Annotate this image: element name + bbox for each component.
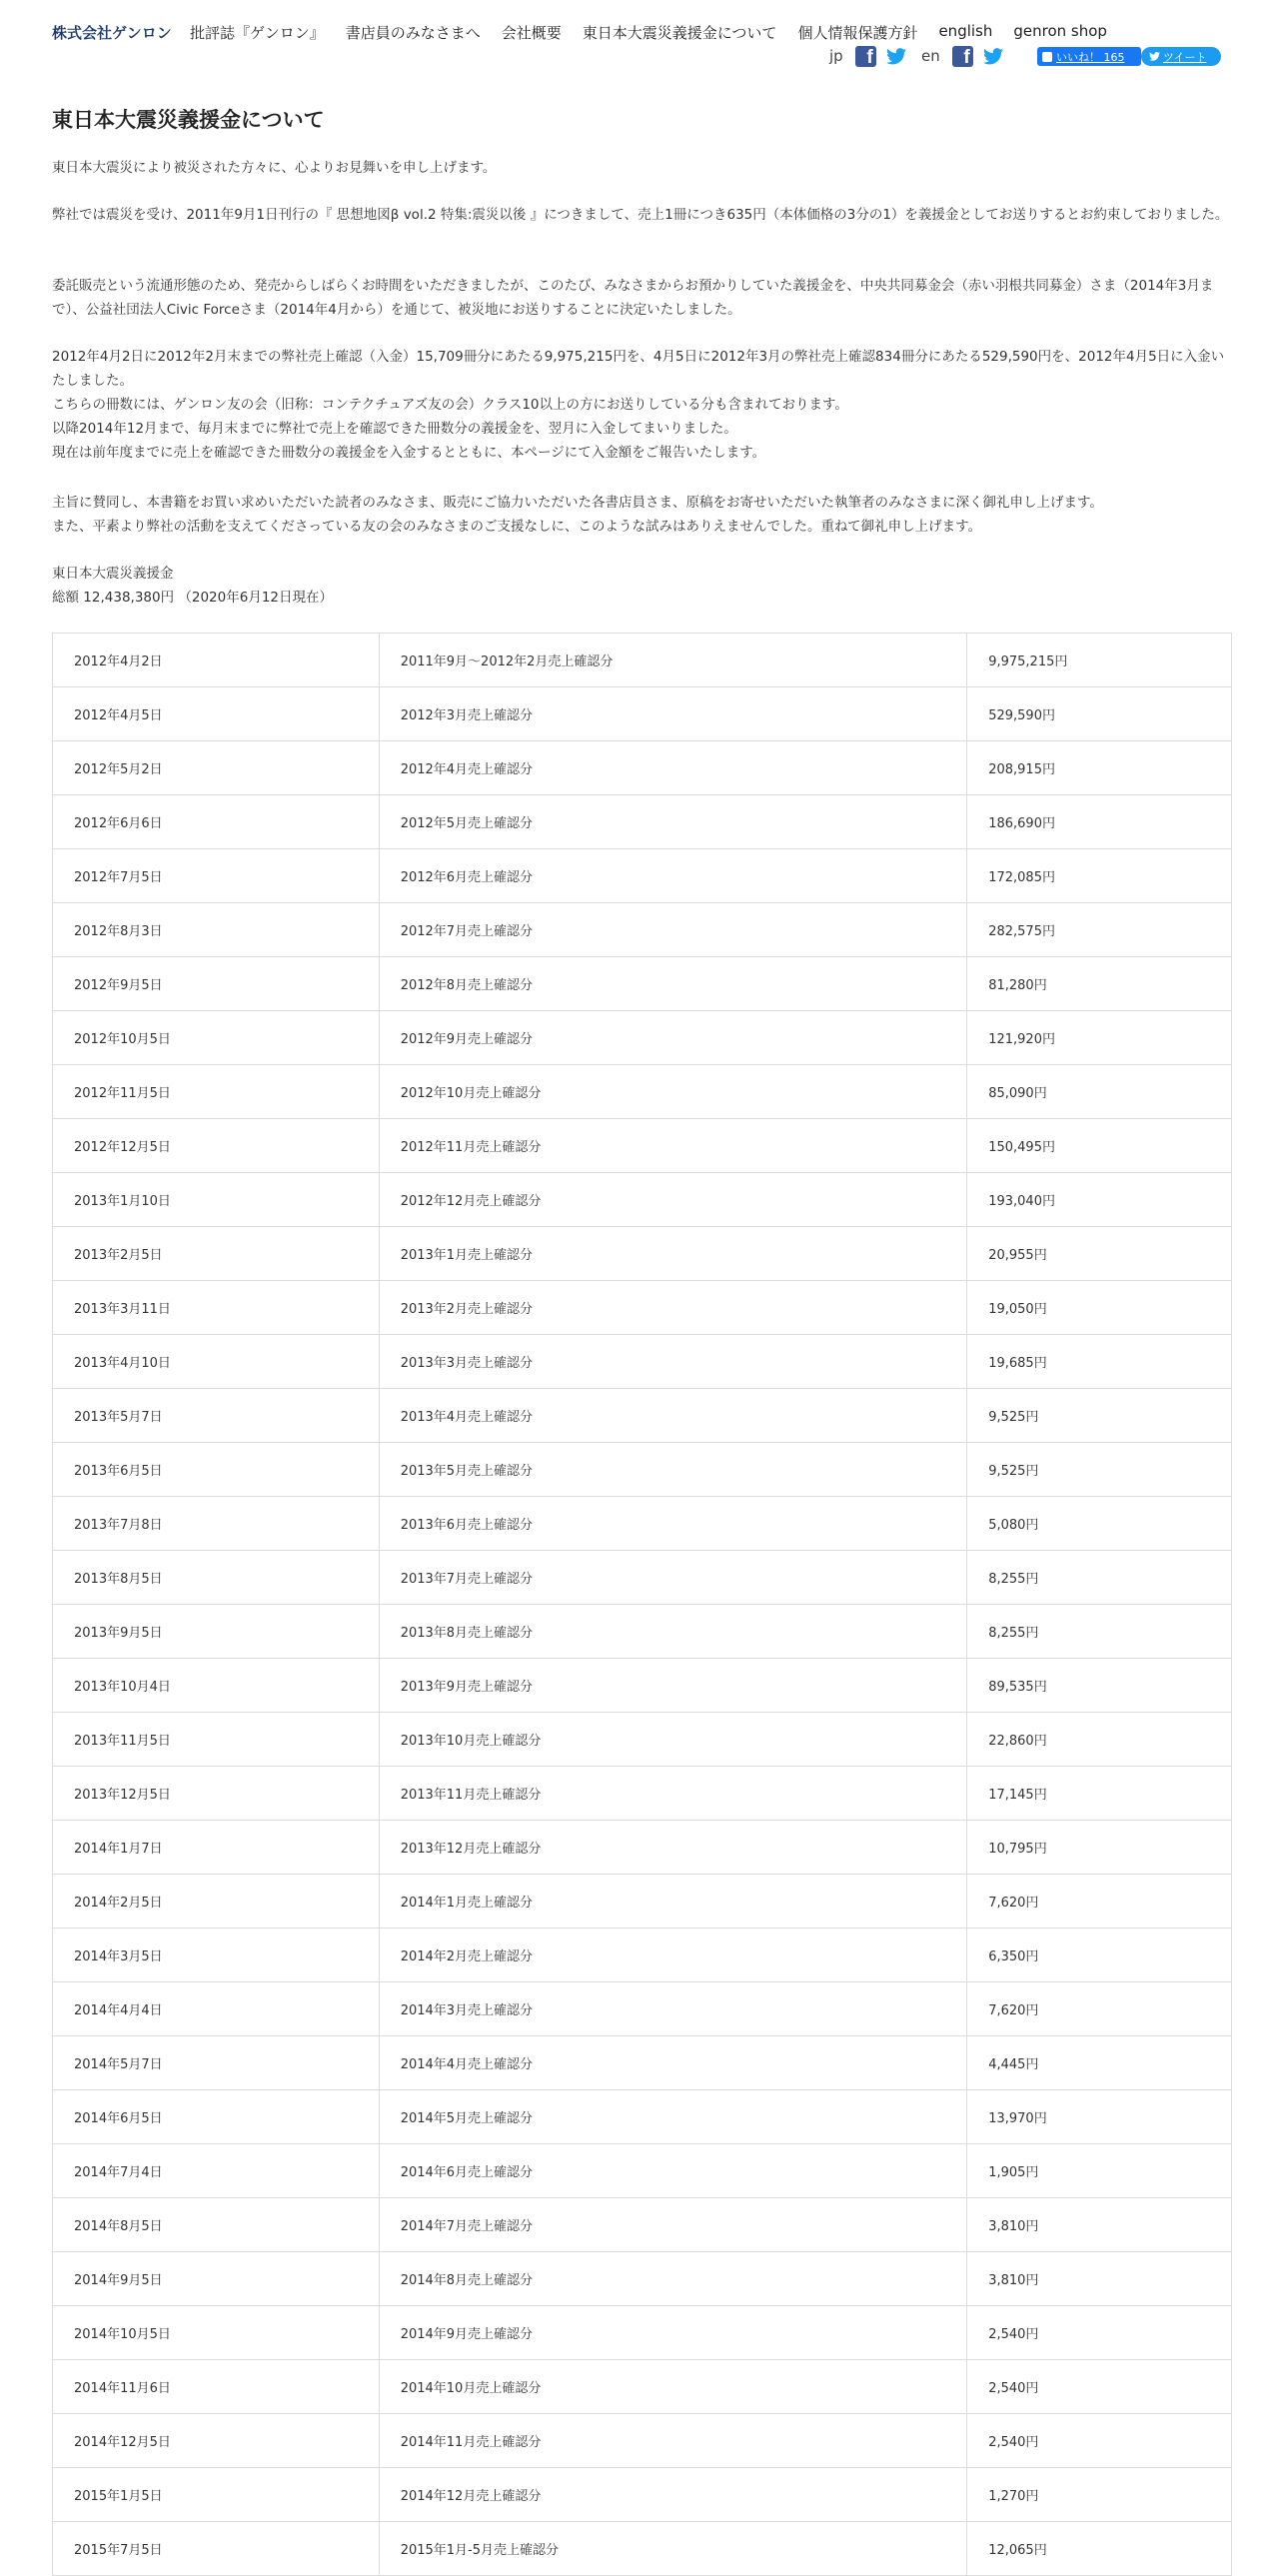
sales-period-cell: 2012年12月売上確認分 [379,1173,967,1227]
amount-cell: 12,065円 [967,2522,1232,2576]
tweet-label: ツイート [1163,50,1207,64]
amount-cell: 2,540円 [967,2306,1232,2360]
sales-period-cell: 2013年2月売上確認分 [379,1281,967,1335]
social-links-en [921,44,1004,68]
table-row [53,2036,1232,2090]
table-row [53,2306,1232,2360]
total-paragraph [52,562,1231,610]
deposit-date-cell: 2014年9月5日 [53,2252,380,2306]
sales-period-cell: 2014年11月売上確認分 [379,2414,967,2468]
lang-jp-link[interactable]: jp [829,47,843,65]
paragraph-line: 現在は前年度までに売上を確認できた冊数分の義援金を入金するとともに、本ページにて入金額をご報告いたします。 [52,445,766,461]
sales-period-cell: 2013年3月売上確認分 [379,1335,967,1389]
facebook-icon[interactable]: f [952,46,973,67]
sales-period-cell: 2013年6月売上確認分 [379,1497,967,1551]
table-row [53,741,1232,795]
table-row [53,1821,1232,1875]
table-row [53,1443,1232,1497]
table-row [53,2414,1232,2468]
table-row [53,2144,1232,2198]
deposit-date-cell: 2014年2月5日 [53,1875,380,1929]
sales-period-cell: 2013年5月売上確認分 [379,1443,967,1497]
deposit-date-cell: 2012年7月5日 [53,849,380,903]
twitter-bird-icon [1149,52,1160,61]
sales-period-cell: 2014年12月売上確認分 [379,2468,967,2522]
amount-cell: 4,445円 [967,2036,1232,2090]
table-row [53,1767,1232,1821]
paragraph-line: また、平素より弊社の活動を支えてくださっている友の会のみなさまのご支援なしに、このような試みはありえませんでした。重ねて御礼申し上げます。 [52,519,982,535]
sales-period-cell: 2012年11月売上確認分 [379,1119,967,1173]
deposit-date-cell: 2014年12月5日 [53,2414,380,2468]
sales-period-cell: 2013年11月売上確認分 [379,1767,967,1821]
twitter-icon[interactable] [983,46,1004,67]
amount-cell: 8,255円 [967,1551,1232,1605]
sales-period-cell: 2014年7月売上確認分 [379,2198,967,2252]
sales-period-cell: 2013年7月売上確認分 [379,1551,967,1605]
table-row [53,957,1232,1011]
deposit-date-cell: 2013年12月5日 [53,1767,380,1821]
amount-cell: 186,690円 [967,795,1232,849]
table-row [53,1173,1232,1227]
table-row [53,1065,1232,1119]
sales-period-cell: 2012年4月売上確認分 [379,741,967,795]
sales-period-cell: 2014年6月売上確認分 [379,2144,967,2198]
deposit-date-cell: 2013年5月7日 [53,1389,380,1443]
deposit-date-cell: 2014年6月5日 [53,2090,380,2144]
deposit-date-cell: 2012年11月5日 [53,1065,380,1119]
paragraph-line: 弊社では震災を受け、2011年9月1日刊行の『 思想地図β vol.2 特集:震災以後 』につきまして、売上1冊につき635円（本体価格の3分の1）を義援金としてお送りするとお約束しておりました。 [52,207,1229,223]
amount-cell: 208,915円 [967,741,1232,795]
amount-cell: 150,495円 [967,1119,1232,1173]
amount-cell: 7,620円 [967,1875,1232,1929]
donation-table-body [53,634,1232,2576]
paragraph-line: 以降2014年12月まで、毎月末までに弊社で売上を確認できた冊数分の義援金を、翌月に入金してまいりました。 [52,421,737,437]
amount-cell: 13,970円 [967,2090,1232,2144]
deposit-date-cell: 2014年7月4日 [53,2144,380,2198]
table-row [53,903,1232,957]
table-row [53,2198,1232,2252]
amount-cell: 2,540円 [967,2360,1232,2414]
paragraph-line: 2012年4月2日に2012年2月末までの弊社売上確認（入金）15,709冊分にあたる9,975,215円を、4月5日に2012年3月の弊社売上確認834冊分にあたる529,590円を、2012年4月5日に入金いたしました。 [52,349,1225,389]
deposit-date-cell: 2013年3月11日 [53,1281,380,1335]
table-row [53,1335,1232,1389]
table-row [53,849,1232,903]
deposit-date-cell: 2013年2月5日 [53,1227,380,1281]
sales-period-cell: 2014年8月売上確認分 [379,2252,967,2306]
table-row [53,1551,1232,1605]
deposit-date-cell: 2013年6月5日 [53,1443,380,1497]
sales-period-cell: 2012年6月売上確認分 [379,849,967,903]
intro-paragraph [52,156,1231,180]
amount-cell: 172,085円 [967,849,1232,903]
sales-period-cell: 2012年3月売上確認分 [379,687,967,741]
deposit-date-cell: 2012年6月6日 [53,795,380,849]
donation-table [52,633,1232,2576]
sales-period-cell: 2014年10月売上確認分 [379,2360,967,2414]
sales-period-cell: 2014年2月売上確認分 [379,1929,967,1982]
amount-cell: 19,685円 [967,1335,1232,1389]
sales-period-cell: 2012年7月売上確認分 [379,903,967,957]
table-row [53,1605,1232,1659]
amount-cell: 7,620円 [967,1982,1232,2036]
sales-period-cell: 2013年10月売上確認分 [379,1713,967,1767]
deposit-date-cell: 2015年1月5日 [53,2468,380,2522]
deposit-date-cell: 2014年11月6日 [53,2360,380,2414]
sales-period-cell: 2012年8月売上確認分 [379,957,967,1011]
table-row [53,2090,1232,2144]
amount-cell: 17,145円 [967,1767,1232,1821]
table-row [53,687,1232,741]
table-row [53,1227,1232,1281]
facebook-icon[interactable]: f [855,46,876,67]
sales-period-cell: 2014年3月売上確認分 [379,1982,967,2036]
page-title: 東日本大震災義援金について [52,108,325,132]
amount-cell: 8,255円 [967,1605,1232,1659]
deposit-date-cell: 2013年11月5日 [53,1713,380,1767]
deposit-date-cell: 2013年10月4日 [53,1659,380,1713]
paragraph-line: 東日本大震災により被災された方々に、心よりお見舞いを申し上げます。 [52,160,497,176]
amount-cell: 89,535円 [967,1659,1232,1713]
deposit-date-cell: 2012年8月3日 [53,903,380,957]
table-row [53,1281,1232,1335]
thanks-paragraph [52,491,1231,539]
sales-period-cell: 2014年1月売上確認分 [379,1875,967,1929]
sales-period-cell: 2012年9月売上確認分 [379,1011,967,1065]
social-links-jp [829,44,907,68]
deposit-date-cell: 2014年10月5日 [53,2306,380,2360]
amount-cell: 3,810円 [967,2252,1232,2306]
amount-cell: 9,525円 [967,1389,1232,1443]
amount-cell: 193,040円 [967,1173,1232,1227]
paragraph-line: 委託販売という流通形態のため、発売からしばらくお時間をいただきましたが、このたび、みなさまからお預かりしていた義援金を、中央共同募金会（赤い羽根共同募金）さま（2014年3月まで）、公益社団法人Civic Forceさま（2014年4月から）を通じて、被災地にお送りすることに決定いたしました。 [52,278,1214,318]
lang-en-link[interactable]: en [921,47,940,65]
nav-item-booksellers[interactable]: 書店員のみなさまへ [345,24,481,42]
deposit-date-cell: 2014年1月7日 [53,1821,380,1875]
pledge-paragraph [52,203,1231,227]
deposit-date-cell: 2013年8月5日 [53,1551,380,1605]
amount-cell: 19,050円 [967,1281,1232,1335]
amount-cell: 81,280円 [967,957,1232,1011]
deposit-date-cell: 2013年4月10日 [53,1335,380,1389]
amount-cell: 1,905円 [967,2144,1232,2198]
table-row [53,2522,1232,2576]
table-row [53,1119,1232,1173]
sales-period-cell: 2014年4月売上確認分 [379,2036,967,2090]
table-row [53,1713,1232,1767]
facebook-like-label: いいね！ 165 [1056,50,1125,64]
sales-period-cell: 2013年12月売上確認分 [379,1821,967,1875]
table-row [53,2360,1232,2414]
deposit-date-cell: 2012年12月5日 [53,1119,380,1173]
deposit-date-cell: 2013年9月5日 [53,1605,380,1659]
amount-cell: 3,810円 [967,2198,1232,2252]
deposit-date-cell: 2012年4月5日 [53,687,380,741]
sales-period-cell: 2012年5月売上確認分 [379,795,967,849]
table-row [53,1929,1232,1982]
deposit-date-cell: 2014年3月5日 [53,1929,380,1982]
fund-total: 総額 12,438,380円 （2020年6月12日現在） [52,590,334,606]
main-nav [190,22,1128,43]
amount-cell: 1,270円 [967,2468,1232,2522]
sales-period-cell: 2013年4月売上確認分 [379,1389,967,1443]
facebook-like-button[interactable] [1037,47,1141,66]
table-row [53,2468,1232,2522]
table-row [53,2252,1232,2306]
nav-item-english[interactable]: english [938,22,993,40]
deposit-date-cell: 2014年5月7日 [53,2036,380,2090]
table-row [53,1011,1232,1065]
amount-cell: 282,575円 [967,903,1232,957]
table-row [53,1497,1232,1551]
sales-period-cell: 2015年1月-5月売上確認分 [379,2522,967,2576]
deposit-date-cell: 2013年1月10日 [53,1173,380,1227]
amount-cell: 20,955円 [967,1227,1232,1281]
deposit-date-cell: 2012年4月2日 [53,634,380,687]
amount-cell: 121,920円 [967,1011,1232,1065]
table-row [53,1659,1232,1713]
nav-item-privacy[interactable]: 個人情報保護方針 [797,24,918,42]
site-header [0,0,1283,80]
paragraph-line: 主旨に賛同し、本書籍をお買い求めいただいた読者のみなさま、販売にご協力いただいた各書店員さま、原稿をお寄せいただいた執筆者のみなさまに深く御礼申し上げます。 [52,495,1103,511]
sales-period-cell: 2013年8月売上確認分 [379,1605,967,1659]
amount-cell: 9,525円 [967,1443,1232,1497]
sales-period-cell: 2012年10月売上確認分 [379,1065,967,1119]
amount-cell: 85,090円 [967,1065,1232,1119]
nav-item-shop[interactable]: genron shop [1013,22,1107,40]
deposit-date-cell: 2014年8月5日 [53,2198,380,2252]
thumbs-up-icon [1042,52,1052,62]
amount-cell: 10,795円 [967,1821,1232,1875]
table-row [53,1982,1232,2036]
site-logo-link[interactable]: 株式会社ゲンロン [52,24,172,42]
payment-paragraph [52,345,1231,465]
deposit-date-cell: 2013年7月8日 [53,1497,380,1551]
nav-item-magazine[interactable]: 批評誌『ゲンロン』 [190,24,325,42]
tweet-button[interactable] [1141,47,1221,66]
table-row [53,795,1232,849]
sales-period-cell: 2014年9月売上確認分 [379,2306,967,2360]
deposit-date-cell: 2012年10月5日 [53,1011,380,1065]
table-row [53,634,1232,687]
delivery-paragraph [52,274,1231,322]
sales-period-cell: 2014年5月売上確認分 [379,2090,967,2144]
amount-cell: 2,540円 [967,2414,1232,2468]
amount-cell: 6,350円 [967,1929,1232,1982]
table-row [53,1389,1232,1443]
deposit-date-cell: 2012年9月5日 [53,957,380,1011]
sales-period-cell: 2013年9月売上確認分 [379,1659,967,1713]
deposit-date-cell: 2012年5月2日 [53,741,380,795]
table-row [53,1875,1232,1929]
sales-period-cell: 2013年1月売上確認分 [379,1227,967,1281]
sales-period-cell: 2011年9月～2012年2月売上確認分 [379,634,967,687]
amount-cell: 529,590円 [967,687,1232,741]
amount-cell: 9,975,215円 [967,634,1232,687]
fund-name: 東日本大震災義援金 [52,566,174,582]
twitter-icon[interactable] [886,46,907,67]
amount-cell: 5,080円 [967,1497,1232,1551]
nav-item-company[interactable]: 会社概要 [501,24,562,42]
paragraph-line: こちらの冊数には、ゲンロン友の会（旧称：コンテクチュアズ友の会）クラス10以上の方にお送りしている分も含まれております。 [52,397,848,413]
nav-item-donation[interactable]: 東日本大震災義援金について [582,24,777,42]
amount-cell: 22,860円 [967,1713,1232,1767]
deposit-date-cell: 2015年7月5日 [53,2522,380,2576]
deposit-date-cell: 2014年4月4日 [53,1982,380,2036]
